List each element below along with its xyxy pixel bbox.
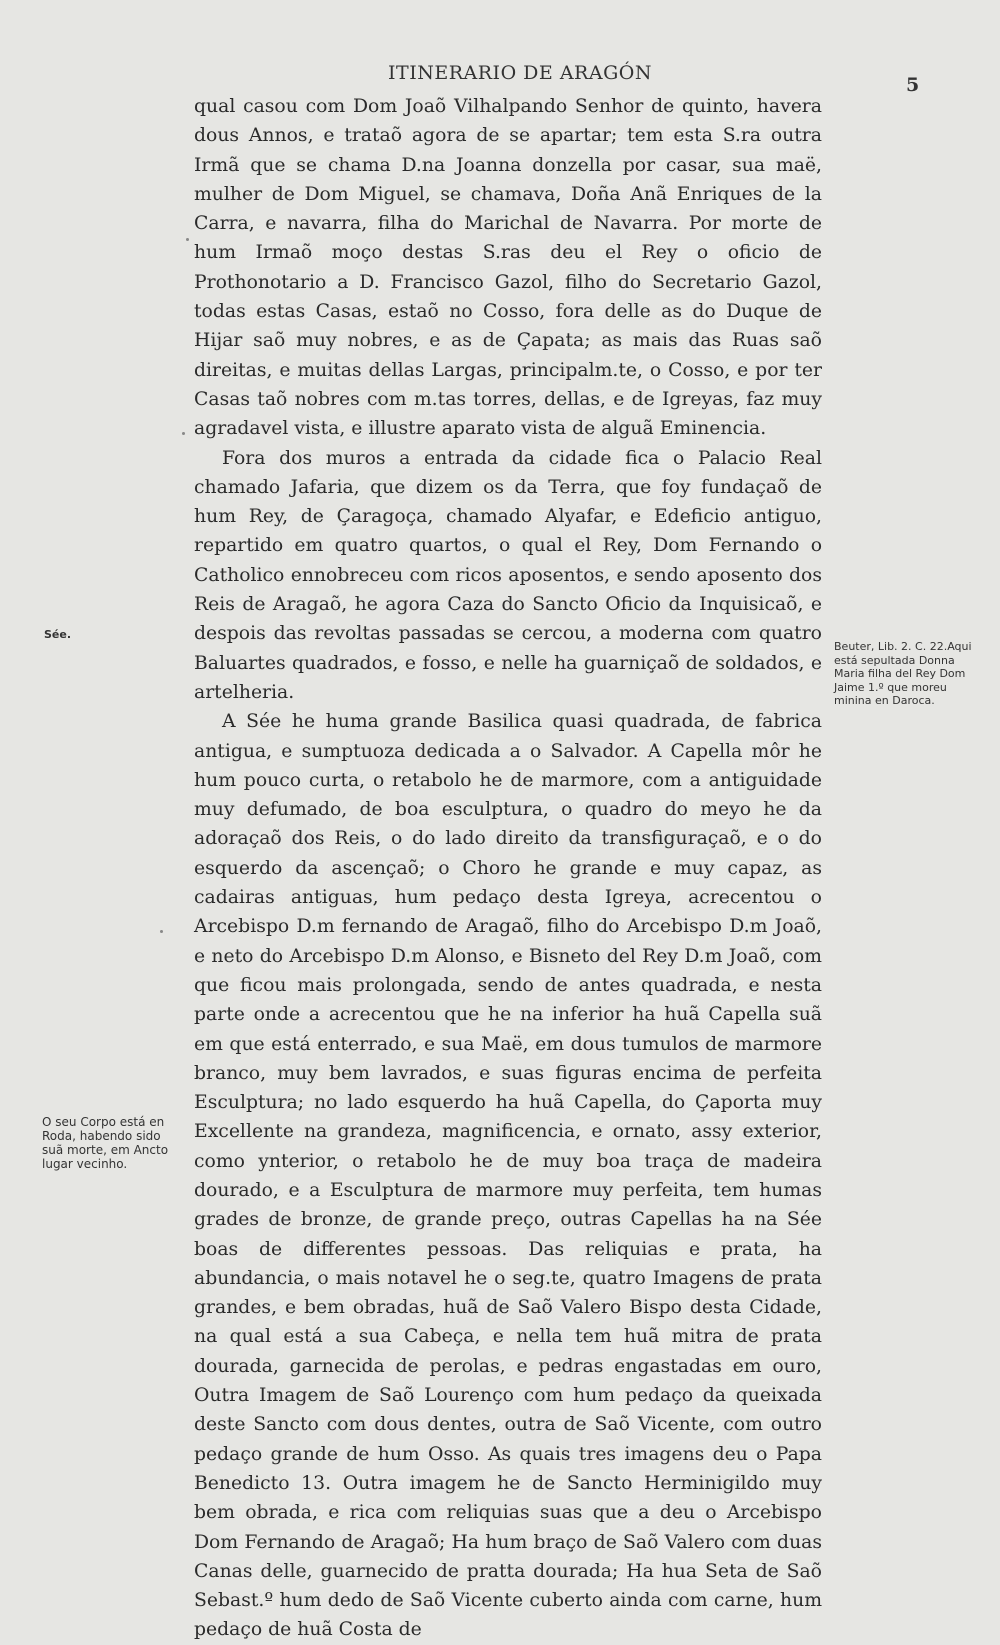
paper-speck bbox=[186, 238, 189, 241]
main-text bbox=[194, 92, 822, 1645]
paragraph-3: A Sée he huma grande Basilica quasi quadrada, de fabrica antigua, e sumptuoza dedicada a o Salvador. A Capella môr he hum pouco curta, o retabolo he de marmore, com a antiguidade muy defumado, de boa esculptura, o quadro do meyo he da adoraçaõ dos Reis, o do lado direito da transfiguraçaõ, e o do esquerdo da ascençaõ; o Choro he grande e muy capaz, as cadairas antiguas, hum pedaço desta Igreya, acrecentou o Arcebispo D.m fernando de Aragaõ, filho do Arcebispo D.m Joaõ, e neto do Arcebispo D.m Alonso, e Bisneto del Rey D.m Joaõ, com que ficou mais prolongada, sendo de antes quadrada, e nesta parte onde a acrecentou que he na inferior ha huã Capella suã em que está enterrado, e sua Maë, em dous tumulos de marmore branco, muy bem lavrados, e suas figuras encima de perfeita Esculptura; no lado esquerdo ha huã Capella, do Çaporta muy Excellente na grandeza, magnificencia, e ornato, assy exterior, como ynterior, o retabolo he de muy boa traça de madeira dourado, e a Esculptura de marmore muy perfeita, tem humas grades de bronze, de grande preço, outras Capellas ha na Sée boas de differentes pessoas. Das reliquias e prata, ha abundancia, o mais notavel he o seg.te, quatro Imagens de prata grandes, e bem obradas, huã de Saõ Valero Bispo desta Cidade, na qual está a sua Cabeça, e nella tem huã mitra de prata dourada, garnecida de perolas, e pedras engastadas em ouro, Outra Imagem de Saõ Lourenço com hum pedaço da queixada deste Sancto com dous dentes, outra de Saõ Vicente, com outro pedaço grande de hum Osso. As quais tres imagens deu o Papa Benedicto 13. Outra imagem he de Sancto Herminigildo muy bem obrada, e rica com reliquias suas que a deu o Arcebispo Dom Fernando de Aragaõ; Ha hum braço de Saõ Valero com duas Canas delle, guarnecido de pratta dourada; Ha hua Seta de Saõ Sebast.º hum dedo de Saõ Vicente cuberto ainda com carne, hum pedaço de huã Costa de bbox=[194, 711, 822, 1641]
paragraph-2: Fora dos muros a entrada da cidade fica o Palacio Real chamado Jafaria, que dizem os da Terra, que foy fundaçaõ de hum Rey, de Çaragoça, chamado Alyafar, e Edeficio antiguo, repartido em quatro quartos, o qual el Rey, Dom Fernando o Catholico ennobreceu com ricos aposentos, e sendo aposento dos Reis de Aragaõ, he agora Caza do Sancto Oficio da Inquisicaõ, e despois das revoltas passadas se cercou, a moderna com quatro Baluartes quadrados, e fosso, e nelle ha guarniçaõ de soldados, e artelheria. bbox=[194, 447, 822, 703]
paper-speck bbox=[160, 930, 163, 933]
margin-note-corpo: O seu Corpo está en Roda, habendo sido suã morte, em Ancto lugar vecinho. bbox=[42, 1115, 169, 1171]
paper-speck bbox=[182, 432, 185, 435]
running-title: ITINERARIO DE ARAGÓN bbox=[388, 62, 652, 84]
margin-note-see: Sée. bbox=[44, 628, 72, 641]
paragraph-1: qual casou com Dom Joaõ Vilhalpando Senhor de quinto, havera dous Annos, e trataõ agora de se apartar; tem esta S.ra outra Irmã que se chama D.na Joanna donzella por casar, sua maë, mulher de Dom Miguel, se chamava, Doña Anã Enriques de la Carra, e navarra, filha do Marichal de Navarra. Por morte de hum Irmaõ moço destas S.ras deu el Rey o oficio de Prothonotario a D. Francisco Gazol, filho do Secretario Gazol, todas estas Casas, estaõ no Cosso, fora delle as do Duque de Hijar saõ muy nobres, e as de Çapata; as mais das Ruas saõ direitas, e muitas dellas Largas, principalm.te, o Cosso, e por ter Casas taõ nobres com m.tas torres, dellas, e de Igreyas, faz muy agradavel vista, e illustre aparato vista de alguã Eminencia. bbox=[194, 96, 822, 440]
margin-note-beuter: Beuter, Lib. 2. C. 22.Aqui está sepultada Donna Maria filha del Rey Dom Jaime 1.º que moreu minina en Daroca. bbox=[834, 640, 972, 707]
page-number: 5 bbox=[906, 74, 920, 96]
